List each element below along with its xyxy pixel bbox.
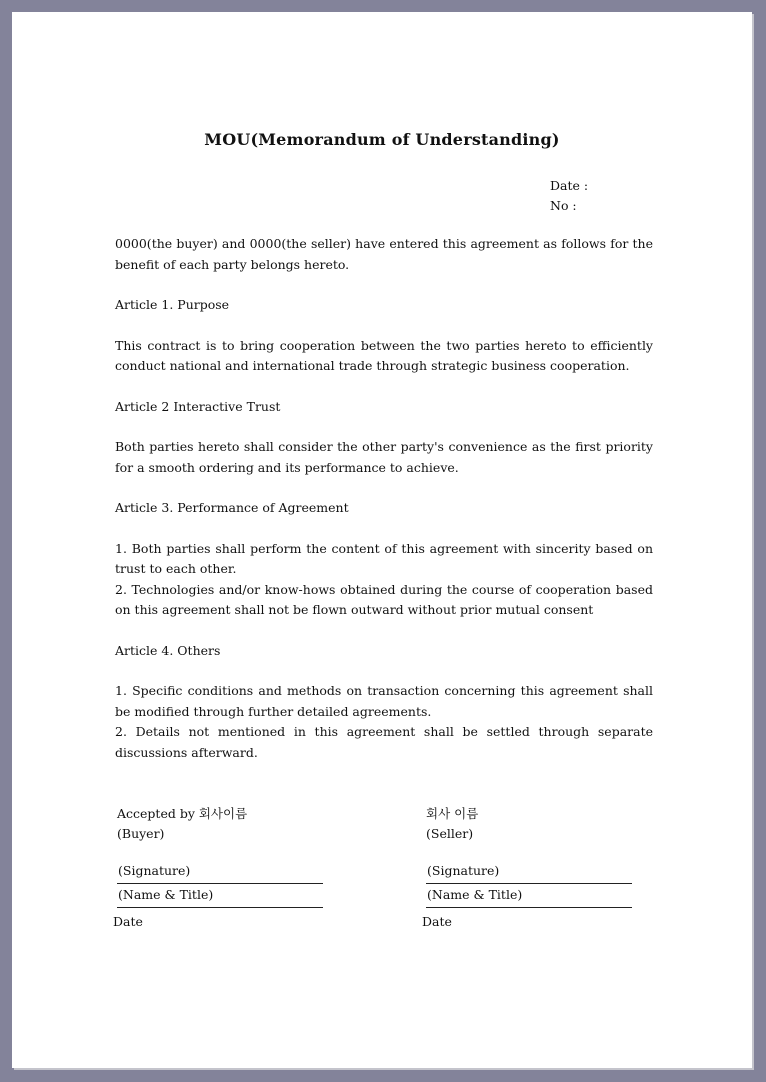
- article-3-item-2: 2. Technologies and/or know-hows obtained during the course of cooperation based on this agreement shall not be flown outward without prior mutual consent: [115, 581, 653, 617]
- article-4-item-2: 2. Details not mentioned in this agreement shall be settled through separate discussions afterward.: [115, 724, 653, 760]
- article-1-text: This contract is to bring cooperation between the two parties hereto to efficiently conduct national and international trade through strategic business cooperation.: [115, 337, 653, 373]
- document-meta: [550, 176, 588, 216]
- seller-signature-block: [422, 804, 632, 932]
- article-3-items: [115, 539, 653, 621]
- seller-signature-line: (Signature): [426, 860, 632, 884]
- seller-date-label: Date: [422, 914, 452, 929]
- article-4-heading: Article 4. Others: [115, 642, 221, 658]
- no-label: No :: [550, 198, 577, 213]
- article-1-heading: Article 1. Purpose: [115, 297, 230, 312]
- document-page: [12, 12, 752, 1068]
- buyer-date-label: Date: [113, 914, 143, 929]
- buyer-name-title-line: (Name & Title): [117, 884, 323, 908]
- article-2-text: Both parties hereto shall consider the other party's convenience as the first priority for a smooth ordering and its performance to achieve.: [115, 439, 653, 475]
- seller-role: (Seller): [426, 826, 474, 841]
- document-body: [115, 234, 653, 783]
- seller-company: 회사 이름: [426, 806, 479, 821]
- buyer-signature-line: (Signature): [117, 860, 323, 884]
- article-4-item-1: 1. Specific conditions and methods on transaction concerning this agreement shall be modified through further detailed agreements.: [115, 683, 653, 719]
- buyer-role: (Buyer): [117, 826, 165, 841]
- article-2-heading: Article 2 Interactive Trust: [115, 398, 281, 414]
- buyer-signature-block: [113, 804, 323, 932]
- document-title: MOU(Memorandum of Understanding): [204, 130, 560, 149]
- article-3-item-1: 1. Both parties shall perform the content of this agreement with sincerity based on trust to each other.: [115, 540, 653, 576]
- intro-paragraph: 0000(the buyer) and 0000(the seller) have entered this agreement as follows for the benefit of each party belongs hereto.: [115, 236, 653, 272]
- article-3-heading: Article 3. Performance of Agreement: [115, 500, 349, 515]
- seller-name-title-line: (Name & Title): [426, 884, 632, 908]
- document-content: [12, 12, 752, 1068]
- article-4-items: [115, 681, 653, 763]
- buyer-company: Accepted by 회사이름: [117, 806, 248, 821]
- date-label: Date :: [550, 178, 589, 193]
